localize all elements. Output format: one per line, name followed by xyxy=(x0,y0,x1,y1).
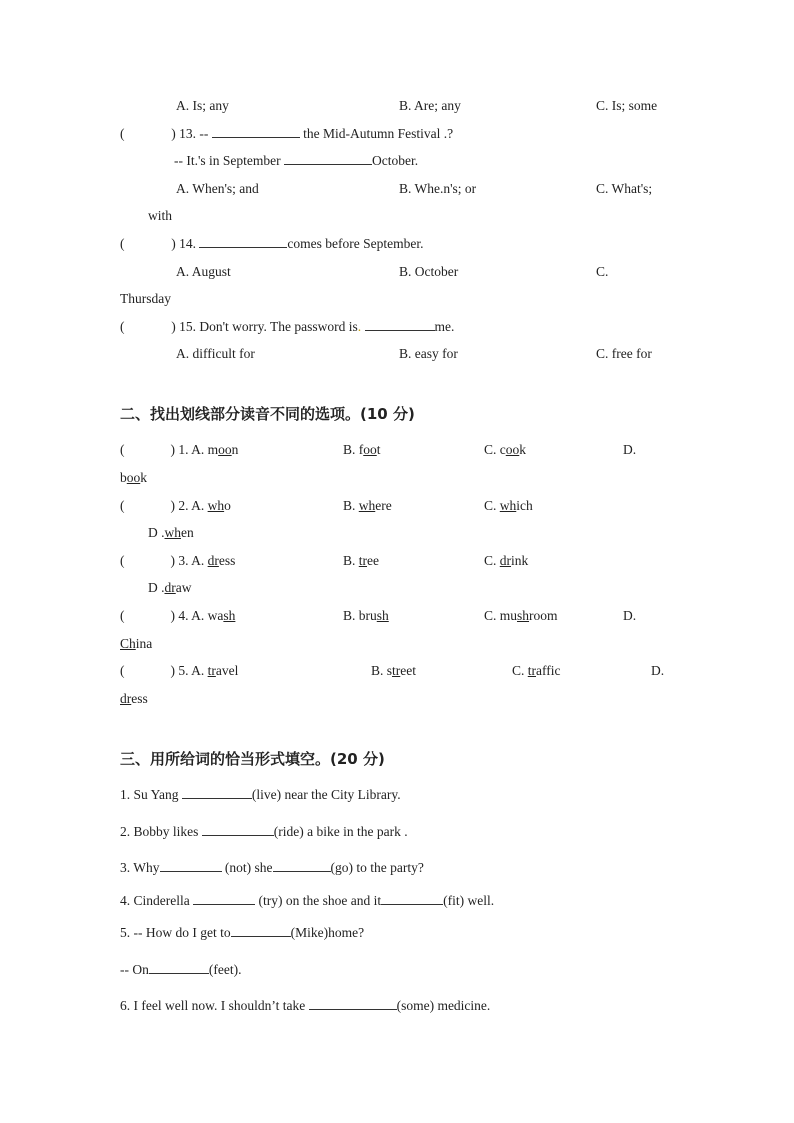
q15-line xyxy=(120,318,454,336)
p2-row4-d-wrap: China xyxy=(120,636,153,651)
p2-row2-b: B. where xyxy=(343,498,392,513)
p3-s3-blank-1[interactable] xyxy=(160,859,222,872)
part2-heading: 二、找出划线部分读音不同的选项。(10 分) xyxy=(120,405,415,423)
p2-row2-c: C. which xyxy=(484,498,533,513)
q14-option-c-wrap: Thursday xyxy=(120,291,171,306)
p2-row3-b: B. tree xyxy=(343,553,379,568)
p2-row5: ( ) 5. A. travel xyxy=(120,663,239,678)
q13-stem: the Mid-Autumn Festival .? xyxy=(303,126,454,141)
p2-row1-a-underline: oo xyxy=(218,442,232,457)
q13-reply-a: -- It.'s in September xyxy=(174,153,281,168)
p2-row1-num: ) 1. A. m xyxy=(170,442,219,457)
q14-option-b: B. October xyxy=(399,264,459,279)
p3-s3-blank-2[interactable] xyxy=(273,859,331,872)
q13-blank-1[interactable] xyxy=(212,125,300,138)
q15-option-c: C. free for xyxy=(596,346,652,361)
q15-paren: ( xyxy=(120,319,125,334)
q13-blank-2[interactable] xyxy=(284,152,372,165)
p2-row5-d-wrap: dress xyxy=(120,691,148,706)
p3-s5-blank[interactable] xyxy=(231,924,291,937)
p2-row3-d-wrap: D .draw xyxy=(148,580,192,595)
q14-stem: comes before September. xyxy=(287,236,424,251)
p3-s5-reply-blank[interactable] xyxy=(149,961,209,974)
p3-s5-reply: -- On (feet). xyxy=(120,962,242,977)
q13-option-b: B. Whe.n's; or xyxy=(399,181,477,196)
q15-dot: . xyxy=(357,319,362,334)
p2-row3: ( ) 3. A. dress xyxy=(120,553,236,568)
p2-row2-d-wrap: D .when xyxy=(148,525,194,540)
q14-line xyxy=(120,235,423,253)
p2-row1-d: D. xyxy=(623,442,637,457)
q14-blank[interactable] xyxy=(199,235,287,248)
q15-blank[interactable] xyxy=(365,318,435,331)
p3-s2-blank[interactable] xyxy=(202,823,274,836)
part3-heading: 三、用所给词的恰当形式填空。(20 分) xyxy=(120,750,385,768)
q13-reply xyxy=(174,152,418,170)
q13-number: ) 13. -- xyxy=(171,126,209,141)
q14-option-c: C. xyxy=(596,264,609,279)
q15-option-a: A. difficult for xyxy=(176,346,255,361)
q15-option-b: B. easy for xyxy=(399,346,458,361)
q13-paren: ( xyxy=(120,126,125,141)
p3-s4-blank-1[interactable] xyxy=(193,892,255,905)
p3-s5: 5. -- How do I get to (Mike)home? xyxy=(120,925,365,940)
q12-option-c: C. Is; some xyxy=(596,98,658,113)
p2-row2: ( ) 2. A. who xyxy=(120,498,231,513)
p3-s2: 2. Bobby likes (ride) a bike in the park . xyxy=(120,824,408,839)
p3-s6-blank[interactable] xyxy=(309,997,397,1010)
p3-s1-blank[interactable] xyxy=(182,786,252,799)
q13-option-a: A. When's; and xyxy=(176,181,259,196)
q13-option-c-wrap: with xyxy=(148,208,173,223)
p3-s4: 4. Cinderella (try) on the shoe and it (fit) well. xyxy=(120,893,495,908)
p2-row1-b: B. foot xyxy=(343,442,381,457)
p3-s6: 6. I feel well now. I shouldn’t take (some) medicine. xyxy=(120,998,491,1013)
p2-row4-b: B. brush xyxy=(343,608,389,623)
p2-row4-d: D. xyxy=(623,608,637,623)
q13-line xyxy=(120,125,453,143)
p2-row4: ( ) 4. A. wash xyxy=(120,608,236,623)
q12-option-b: B. Are; any xyxy=(399,98,461,113)
q13-reply-b: October. xyxy=(372,153,419,168)
q15-stem: ) 15. Don't worry. The password is xyxy=(171,319,358,334)
p2-row1-d-wrap: book xyxy=(120,470,147,485)
p2-row3-c: C. drink xyxy=(484,553,529,568)
p3-s3: 3. Why (not) she (go) to the party? xyxy=(120,860,424,875)
p3-s4-blank-2[interactable] xyxy=(381,892,443,905)
p2-row5-d: D. xyxy=(651,663,665,678)
q14-paren: ( xyxy=(120,236,125,251)
p2-row1-a-rest: n xyxy=(231,442,239,457)
q14-option-a: A. August xyxy=(176,264,231,279)
q12-option-a: A. Is; any xyxy=(176,98,229,113)
q15-end: me. xyxy=(434,319,455,334)
p2-row1-c: C. cook xyxy=(484,442,526,457)
p2-row4-c: C. mushroom xyxy=(484,608,558,623)
p2-row5-c: C. traffic xyxy=(512,663,561,678)
p2-row1: ( ) 1. A. moon xyxy=(120,442,239,457)
p2-row5-b: B. street xyxy=(371,663,417,678)
p3-s1: 1. Su Yang (live) near the City Library. xyxy=(120,787,401,802)
q13-option-c: C. What's; xyxy=(596,181,653,196)
q14-number: ) 14. xyxy=(171,236,196,251)
